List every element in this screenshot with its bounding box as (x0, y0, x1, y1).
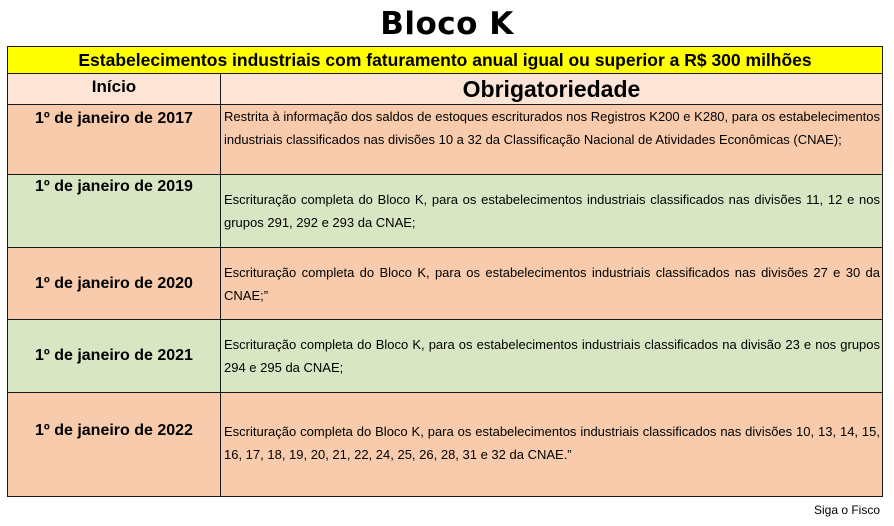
row-text: Escrituração completa do Bloco K, para os estabelecimentos industriais classificados nas divisões 10, 13, 14, 15, 16, 17, 18, 19, 20, 21, 22, 24, 25, 26, 28, 31 e 32 da CNAE.” (221, 393, 883, 497)
row-text: Restrita à informação dos saldos de estoques escriturados nos Registros K200 e K280, para os estabelecimentos industriais classificados nas divisões 10 a 32 da Classificação Nacional de Atividades Econômicas (CNAE); (221, 105, 883, 175)
row-date: 1º de janeiro de 2022 (8, 393, 221, 497)
table-row (8, 175, 883, 248)
table-banner: Estabelecimentos industriais com faturamento anual igual ou superior a R$ 300 milhões (8, 47, 883, 74)
header-obrigatoriedade: Obrigatoriedade (221, 74, 883, 105)
row-date: 1º de janeiro de 2017 (8, 105, 221, 175)
row-date: 1º de janeiro de 2021 (8, 320, 221, 393)
banner-row (8, 47, 883, 74)
source-credit: Siga o Fisco (813, 503, 880, 517)
row-date: 1º de janeiro de 2020 (8, 248, 221, 320)
row-date: 1º de janeiro de 2019 (8, 175, 221, 248)
row-text: Escrituração completa do Bloco K, para os estabelecimentos industriais classificados nas divisões 11, 12 e nos grupos 291, 292 e 293 da CNAE; (221, 175, 883, 248)
row-text: Escrituração completa do Bloco K, para os estabelecimentos industriais classificados nas divisões 27 e 30 da CNAE;” (221, 248, 883, 320)
header-row (8, 74, 883, 105)
row-text: Escrituração completa do Bloco K, para os estabelecimentos industriais classificados na divisão 23 e nos grupos 294 e 295 da CNAE; (221, 320, 883, 393)
obligation-table (7, 46, 883, 497)
table-row (8, 105, 883, 175)
table-row (8, 393, 883, 497)
table-row (8, 320, 883, 393)
header-inicio: Início (8, 74, 221, 105)
table-row (8, 248, 883, 320)
page-title: Bloco K (380, 6, 514, 42)
